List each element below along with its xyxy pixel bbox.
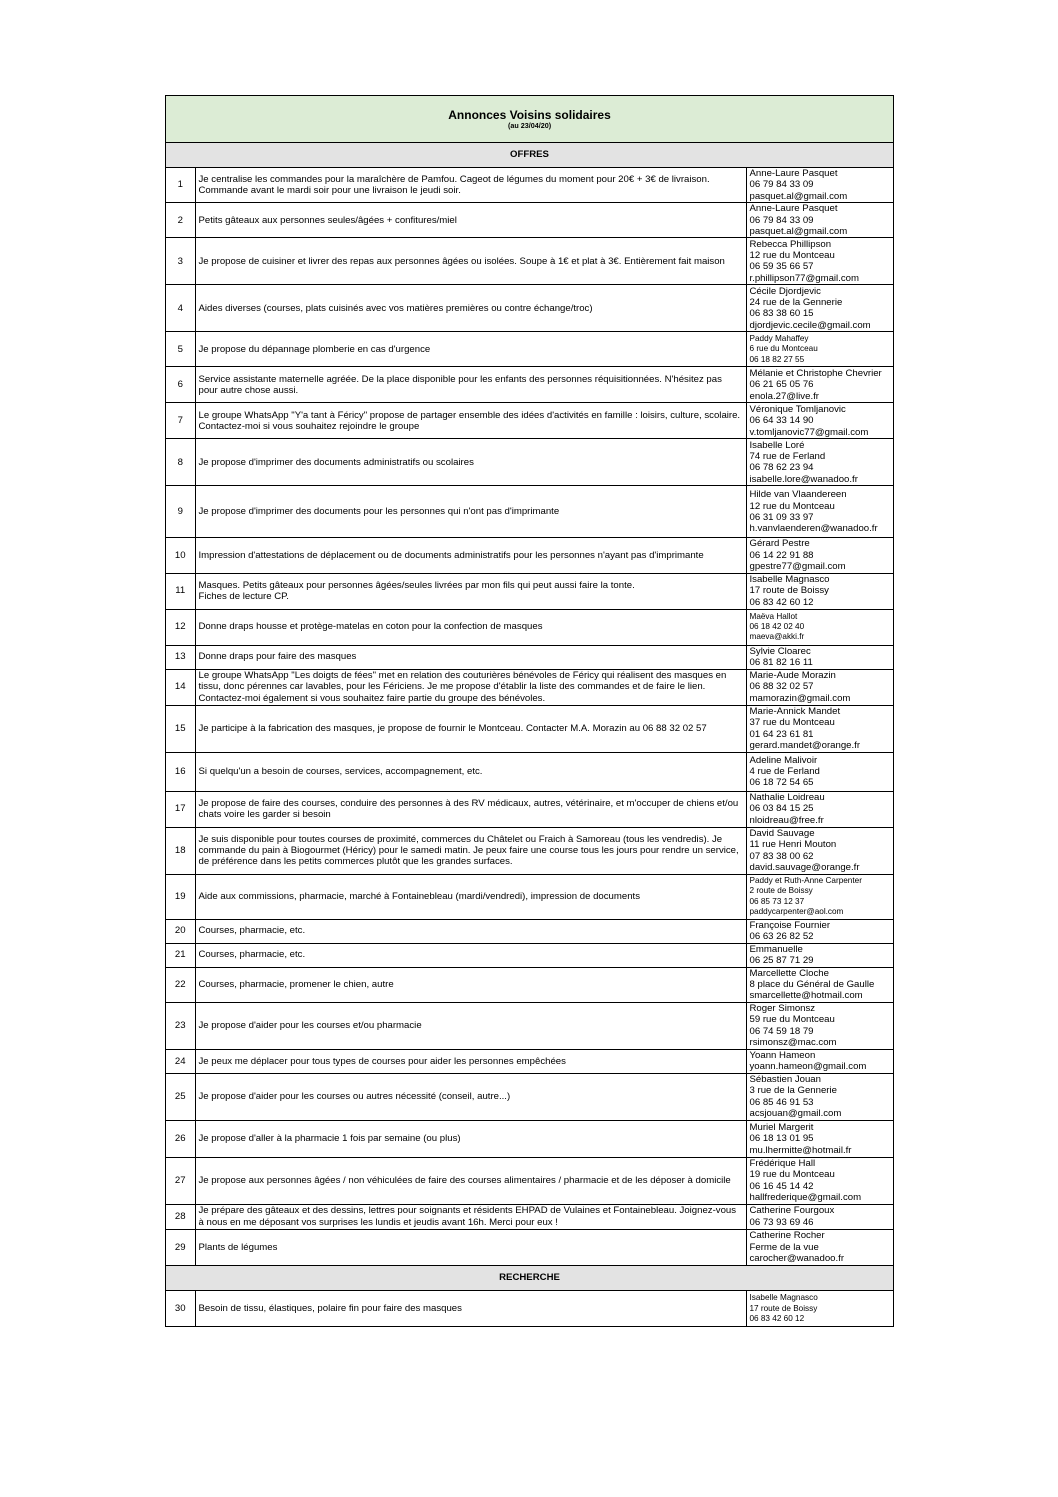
row-number: 3 [166, 238, 195, 285]
section-header: RECHERCHE [166, 1265, 893, 1290]
table-row [166, 1290, 893, 1326]
table-row [166, 573, 893, 609]
offer-description: Aides diverses (courses, plats cuisinés avec vos matières premières ou contre échange/troc) [195, 285, 746, 332]
contact-info: Frédérique Hall 19 rue du Montceau 06 16 45 14 42 hallfrederique@gmail.com [746, 1157, 893, 1204]
row-number: 15 [166, 705, 195, 752]
offer-description: Je centralise les commandes pour la maraîchère de Pamfou. Cageot de légumes du moment pour 20€ + 3€ de livraison. Commande avant le mardi soir pour une livraison le jeudi soir. [195, 168, 746, 203]
table-row [166, 1120, 893, 1157]
contact-info: Emmanuelle 06 25 87 71 29 [746, 943, 893, 967]
offer-description: Le groupe WhatsApp "Les doigts de fées" met en relation des couturières bénévoles de Féricy qui réalisent des masques en tissu, donc pérennes car lavables, pour les Fériciens. Je me propose d'établir la liste des commandes et de faire le lien. Contactez-moi également si vous souhaitez faire partie du groupe des bénévoles. [195, 669, 746, 705]
offer-description: Petits gâteaux aux personnes seules/âgées + confitures/miel [195, 203, 746, 238]
table-row [166, 874, 893, 919]
row-number: 26 [166, 1120, 195, 1157]
table-row [166, 1204, 893, 1229]
row-number: 13 [166, 645, 195, 669]
offer-description: Je peux me déplacer pour tous types de courses pour aider les personnes empêchées [195, 1049, 746, 1073]
offer-description: Courses, pharmacie, etc. [195, 919, 746, 943]
contact-info: Yoann Hameon yoann.hameon@gmail.com [746, 1049, 893, 1073]
contact-info: Isabelle Loré 74 rue de Ferland 06 78 62 23 94 isabelle.lore@wanadoo.fr [746, 439, 893, 486]
offer-description: Je propose d'aider pour les courses et/ou pharmacie [195, 1002, 746, 1049]
row-number: 19 [166, 874, 195, 919]
table-row [166, 403, 893, 439]
table-row [166, 1049, 893, 1073]
row-number: 20 [166, 919, 195, 943]
section-header-row [166, 1265, 893, 1290]
offer-description: Je propose de cuisiner et livrer des repas aux personnes âgées ou isolées. Soupe à 1€ et plat à 3€. Entièrement fait maison [195, 238, 746, 285]
table-row [166, 919, 893, 943]
row-number: 21 [166, 943, 195, 967]
table-row [166, 238, 893, 285]
contact-info: Marcellette Cloche 8 place du Général de Gaulle smarcellette@hotmail.com [746, 967, 893, 1002]
offer-description: Le groupe WhatsApp "Y'a tant à Féricy" propose de partager ensemble des idées d'activités en famille : loisirs, culture, scolaire. Contactez-moi si vous souhaitez rejoindre le groupe [195, 403, 746, 439]
table-row [166, 827, 893, 874]
table-row [166, 367, 893, 403]
table-row [166, 285, 893, 332]
title-row [166, 96, 893, 143]
announcements-sheet [165, 95, 894, 1327]
row-number: 27 [166, 1157, 195, 1204]
row-number: 8 [166, 439, 195, 486]
offer-description: Service assistante maternelle agréée. De la place disponible pour les enfants des personnes réquisitionnées. N'hésitez pas pour autre chose aussi. [195, 367, 746, 403]
contact-info: David Sauvage 11 rue Henri Mouton 07 83 38 00 62 david.sauvage@orange.fr [746, 827, 893, 874]
contact-info: Maëva Hallot 06 18 42 02 40 maeva@akki.fr [746, 609, 893, 645]
row-number: 7 [166, 403, 195, 439]
offer-description: Je propose du dépannage plomberie en cas d'urgence [195, 332, 746, 367]
row-number: 18 [166, 827, 195, 874]
section-header-row [166, 143, 893, 168]
offer-description: Je propose d'aider pour les courses ou autres nécessité (conseil, autre...) [195, 1073, 746, 1120]
table-row [166, 645, 893, 669]
offer-description: Impression d'attestations de déplacement ou de documents administratifs pour les personnes n'ayant pas d'imprimante [195, 538, 746, 573]
table-row [166, 1157, 893, 1204]
table-row [166, 943, 893, 967]
offer-description: Courses, pharmacie, etc. [195, 943, 746, 967]
section-header: OFFRES [166, 143, 893, 168]
table-row [166, 1229, 893, 1265]
contact-info: Muriel Margerit 06 18 13 01 95 mu.lhermitte@hotmail.fr [746, 1120, 893, 1157]
contact-info: Sébastien Jouan 3 rue de la Gennerie 06 85 46 91 53 acsjouan@gmail.com [746, 1073, 893, 1120]
offer-description: Si quelqu'un a besoin de courses, services, accompagnement, etc. [195, 752, 746, 791]
page-date: (au 23/04/20) [507, 121, 552, 130]
row-number: 5 [166, 332, 195, 367]
table-row [166, 538, 893, 573]
row-number: 4 [166, 285, 195, 332]
row-number: 2 [166, 203, 195, 238]
offer-description: Je prépare des gâteaux et des dessins, lettres pour soignants et résidents EHPAD de Vulaines et Fontainebleau. Joignez-vous à nous en me déposant vos surprises les lundis et jeudis avant 16h. Merci pour eux ! [195, 1204, 746, 1229]
contact-info: Catherine Rocher Ferme de la vue carocher@wanadoo.fr [746, 1229, 893, 1265]
title-cell [166, 96, 893, 143]
row-number: 6 [166, 367, 195, 403]
offer-description: Plants de légumes [195, 1229, 746, 1265]
page-title: Annonces Voisins solidaires [448, 108, 611, 122]
offer-description: Je propose d'imprimer des documents pour les personnes qui n'ont pas d'imprimante [195, 486, 746, 538]
offer-description: Masques. Petits gâteaux pour personnes âgées/seules livrées par mon fils qui peut aussi faire la tonte. Fiches de lecture CP. [195, 573, 746, 609]
row-number: 11 [166, 573, 195, 609]
contact-info: Adeline Malivoir 4 rue de Ferland 06 18 72 54 65 [746, 752, 893, 791]
table-row [166, 439, 893, 486]
row-number: 1 [166, 168, 195, 203]
offer-description: Je propose de faire des courses, conduire des personnes à des RV médicaux, autres, vétérinaire, et m'occuper de chiens et/ou chats voire les garder si besoin [195, 791, 746, 827]
contact-info: Nathalie Loidreau 06 03 84 15 25 nloidreau@free.fr [746, 791, 893, 827]
row-number: 30 [166, 1290, 195, 1326]
row-number: 29 [166, 1229, 195, 1265]
offer-description: Aide aux commissions, pharmacie, marché à Fontainebleau (mardi/vendredi), impression de documents [195, 874, 746, 919]
offer-description: Je propose aux personnes âgées / non véhiculées de faire des courses alimentaires / pharmacie et de les déposer à domicile [195, 1157, 746, 1204]
contact-info: Anne-Laure Pasquet 06 79 84 33 09 pasquet.al@gmail.com [746, 168, 893, 203]
row-number: 14 [166, 669, 195, 705]
table-row [166, 791, 893, 827]
row-number: 23 [166, 1002, 195, 1049]
contact-info: Cécile Djordjevic 24 rue de la Gennerie 06 83 38 60 15 djordjevic.cecile@gmail.com [746, 285, 893, 332]
contact-info: Sylvie Cloarec 06 81 82 16 11 [746, 645, 893, 669]
table-row [166, 203, 893, 238]
contact-info: Véronique Tomljanovic 06 64 33 14 90 v.tomljanovic77@gmail.com [746, 403, 893, 439]
offer-description: Je propose d'aller à la pharmacie 1 fois par semaine (ou plus) [195, 1120, 746, 1157]
announcements-table [166, 96, 893, 1326]
row-number: 9 [166, 486, 195, 538]
contact-info: Paddy et Ruth-Anne Carpenter 2 route de Boissy 06 85 73 12 37 paddycarpenter@aol.com [746, 874, 893, 919]
row-number: 25 [166, 1073, 195, 1120]
table-row [166, 669, 893, 705]
contact-info: Mélanie et Christophe Chevrier 06 21 65 05 76 enola.27@live.fr [746, 367, 893, 403]
row-number: 16 [166, 752, 195, 791]
contact-info: Hilde van Vlaandereen 12 rue du Montceau 06 31 09 33 97 h.vanvlaenderen@wanadoo.fr [746, 486, 893, 538]
row-number: 12 [166, 609, 195, 645]
row-number: 24 [166, 1049, 195, 1073]
row-number: 17 [166, 791, 195, 827]
contact-info: Anne-Laure Pasquet 06 79 84 33 09 pasquet.al@gmail.com [746, 203, 893, 238]
row-number: 22 [166, 967, 195, 1002]
table-row [166, 486, 893, 538]
contact-info: Catherine Fourgoux 06 73 93 69 46 [746, 1204, 893, 1229]
offer-description: Je participe à la fabrication des masques, je propose de fournir le Montceau. Contacter M.A. Morazin au 06 88 32 02 57 [195, 705, 746, 752]
table-row [166, 967, 893, 1002]
contact-info: Françoise Fournier 06 63 26 82 52 [746, 919, 893, 943]
table-row [166, 168, 893, 203]
table-body [166, 96, 893, 1326]
contact-info: Paddy Mahaffey 6 rue du Montceau 06 18 82 27 55 [746, 332, 893, 367]
table-row [166, 332, 893, 367]
contact-info: Marie-Aude Morazin 06 88 32 02 57 mamorazin@gmail.com [746, 669, 893, 705]
contact-info: Isabelle Magnasco 17 route de Boissy 06 83 42 60 12 [746, 1290, 893, 1326]
table-row [166, 752, 893, 791]
offer-description: Courses, pharmacie, promener le chien, autre [195, 967, 746, 1002]
table-row [166, 1073, 893, 1120]
row-number: 10 [166, 538, 195, 573]
offer-description: Je propose d'imprimer des documents administratifs ou scolaires [195, 439, 746, 486]
table-row [166, 1002, 893, 1049]
row-number: 28 [166, 1204, 195, 1229]
contact-info: Isabelle Magnasco 17 route de Boissy 06 83 42 60 12 [746, 573, 893, 609]
contact-info: Roger Simonsz 59 rue du Montceau 06 74 59 18 79 rsimonsz@mac.com [746, 1002, 893, 1049]
contact-info: Marie-Annick Mandet 37 rue du Montceau 01 64 23 61 81 gerard.mandet@orange.fr [746, 705, 893, 752]
contact-info: Gérard Pestre 06 14 22 91 88 gpestre77@gmail.com [746, 538, 893, 573]
table-row [166, 705, 893, 752]
table-row [166, 609, 893, 645]
offer-description: Je suis disponible pour toutes courses de proximité, commerces du Châtelet ou Fraich à Samoreau (tous les vendredis). Je commande du pain à Biogourmet (Héricy) pour le samedi matin. Je peux faire une course tous les jours pour rendre un service, de préférence dans les petits commerces plutôt que les grandes surfaces. [195, 827, 746, 874]
offer-description: Besoin de tissu, élastiques, polaire fin pour faire des masques [195, 1290, 746, 1326]
offer-description: Donne draps pour faire des masques [195, 645, 746, 669]
offer-description: Donne draps housse et protège-matelas en coton pour la confection de masques [195, 609, 746, 645]
contact-info: Rebecca Phillipson 12 rue du Montceau 06 59 35 66 57 r.phillipson77@gmail.com [746, 238, 893, 285]
